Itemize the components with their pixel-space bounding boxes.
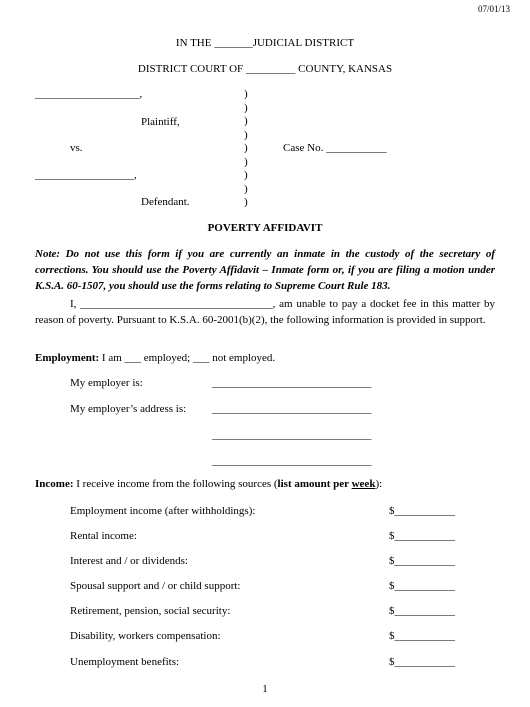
income-item-label: Retirement, pension, social security: — [70, 605, 231, 617]
plaintiff-name-blank[interactable]: ___________________, — [35, 88, 143, 100]
court-district-line: IN THE _______JUDICIAL DISTRICT — [175, 37, 355, 49]
employer-address-label: My employer’s address is: — [70, 403, 187, 415]
caption-paren: ) — [244, 169, 248, 181]
caption-paren: ) — [244, 142, 248, 154]
inmate-note: Note: Do not use this form if you are currently an inmate in the custody of the secretary of corrections. You should use the Poverty Affidavit – Inmate form or, if you are filing a motion under K.S.A. 60-1507, you should use the forms relating to Supreme Court Rule 183. — [35, 248, 495, 292]
income-item-label: Spousal support and / or child support: — [70, 580, 241, 592]
income-amount-blank[interactable]: $___________ — [389, 505, 455, 517]
income-intro: I receive income from the following sources ( — [76, 478, 278, 490]
income-amount-blank[interactable]: $___________ — [389, 580, 455, 592]
caption-paren: ) — [244, 155, 248, 168]
income-amount-blank[interactable]: $___________ — [389, 630, 455, 642]
employment-heading: Employment: — [35, 352, 100, 364]
versus-label: vs. — [70, 142, 83, 154]
page-number: 1 — [262, 683, 268, 695]
income-amount-blank[interactable]: $___________ — [389, 555, 455, 567]
income-amount-blank[interactable]: $___________ — [389, 530, 455, 542]
employer-address-blank-3[interactable]: _____________________________ — [212, 455, 372, 467]
case-number-field[interactable]: Case No. ___________ — [283, 142, 387, 154]
income-item-label: Interest and / or dividends: — [70, 555, 188, 567]
plaintiff-label: Plaintiff, — [141, 116, 180, 128]
caption-paren: ) — [244, 88, 248, 100]
employer-address-blank-1[interactable]: _____________________________ — [212, 403, 372, 415]
employment-status: I am ___ employed; ___ not employed. — [101, 352, 276, 364]
income-item-label: Employment income (after withholdings): — [70, 505, 256, 517]
income-intro-end: ): — [375, 478, 383, 490]
employer-blank[interactable]: _____________________________ — [212, 377, 372, 389]
caption-paren: ) — [244, 128, 248, 141]
defendant-label: Defendant. — [141, 196, 190, 208]
income-heading: Income: — [35, 478, 74, 490]
caption-paren: ) — [244, 101, 248, 114]
income-item-label: Unemployment benefits: — [70, 656, 180, 668]
page-date: 07/01/13 — [477, 4, 510, 14]
intro-paragraph: I, ___________________________________, am unable to pay a docket fee in this matter by reason of poverty. Pursuant to K.S.A. 60-2001(b)(2), the following information is provided in support. — [35, 298, 495, 326]
income-amount-blank[interactable]: $___________ — [389, 605, 455, 617]
court-county-line: DISTRICT COURT OF _________ COUNTY, KANSAS — [137, 63, 393, 75]
income-item-label: Disability, workers compensation: — [70, 630, 221, 642]
caption-paren: ) — [244, 115, 248, 127]
document-title: POVERTY AFFIDAVIT — [207, 222, 323, 234]
caption-paren: ) — [244, 182, 248, 195]
income-amount-blank[interactable]: $___________ — [389, 656, 455, 668]
income-section — [35, 478, 382, 491]
caption-parentheses — [244, 88, 252, 210]
income-item-label: Rental income: — [70, 530, 137, 542]
caption-paren: ) — [244, 196, 248, 208]
defendant-name-blank[interactable]: __________________, — [35, 169, 137, 181]
employer-label: My employer is: — [70, 377, 143, 389]
employment-section — [35, 352, 275, 365]
employer-address-blank-2[interactable]: _____________________________ — [212, 429, 372, 441]
income-period: week — [351, 478, 376, 490]
income-intro-emphasis: list amount per — [277, 478, 352, 490]
